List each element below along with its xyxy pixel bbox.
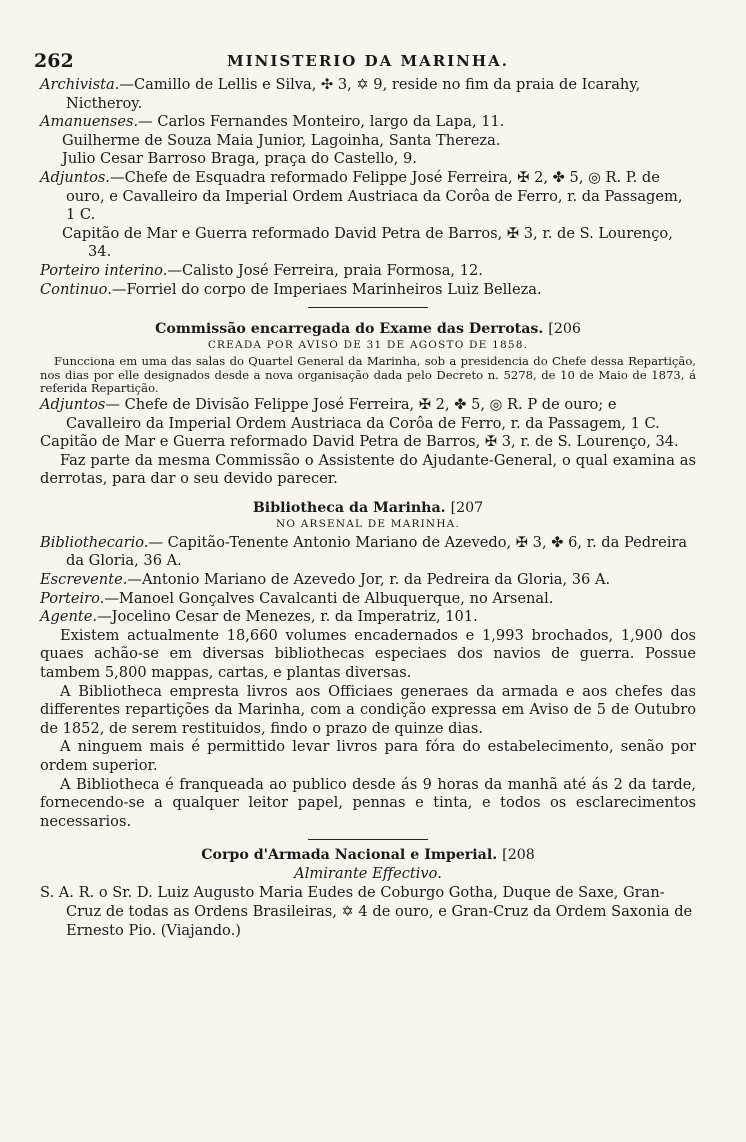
comissao-created: CREADA POR AVISO DE 31 DE AGOSTO DE 1858. xyxy=(207,339,529,352)
comissao-number: [206 xyxy=(548,321,581,338)
comissao-note: Faz parte da mesma Commissão o Assistente do Ajudante-General, o qual examina as derrotas, para dar o seu devido parecer. xyxy=(40,451,696,488)
entry-amanuense-2: Guilherme de Souza Maia Junior, Lagoinha, Santa Thereza. xyxy=(62,131,501,149)
section-title-bibliotheca xyxy=(40,499,696,517)
comissao-label-adjuntos: Adjuntos xyxy=(40,395,106,413)
running-header xyxy=(34,50,696,76)
label-porteiro-interino: Porteiro interino. xyxy=(40,261,168,279)
text-adjuntos: —Chefe de Esquadra reformado Felippe José Ferreira, ✠ 2, ✤ 5, ◎ R. P. de ouro, e Cavalleiro da Imperial Ordem Austriaca da Corôa de Ferro, r. da Passagem, 1 C. xyxy=(66,168,683,224)
page-number: 262 xyxy=(34,50,74,72)
corpo-number: [208 xyxy=(502,847,535,864)
entry-amanuenses xyxy=(40,113,696,132)
bibliotheca-paragraph-1: Existem actualmente 18,660 volumes encadernados e 1,993 brochados, 1,900 dos quaes achão-se em diversas bibliothecas especiaes dos navios de guerra. Possue tambem 5,800 mappas, cartas, e plantas diversas. xyxy=(40,626,696,682)
entry-adjuntos xyxy=(40,169,696,225)
bibliotheca-paragraph-2: A Bibliotheca empresta livros aos Officiaes generaes da armada e aos chefes das differentes repartições da Marinha, com a condição expressa em Aviso de 5 de Outubro de 1852, de serem restituidos, findo o prazo de quinze dias. xyxy=(40,682,696,737)
entry-adjunto-2: Capitão de Mar e Guerra reformado David Petra de Barros, ✠ 3, r. de S. Lourenço, 34. xyxy=(62,224,673,261)
text-porteiro-interino: —Calisto José Ferreira, praia Formosa, 12. xyxy=(167,261,483,279)
corpo-subtitle: Almirante Effectivo. xyxy=(294,865,442,883)
label-agente: Agente. xyxy=(40,608,98,626)
text-agente: —Jocelino Cesar de Menezes, r. da Imperatriz, 101. xyxy=(97,608,478,626)
running-title: MINISTERIO DA MARINHA. xyxy=(227,52,509,70)
comissao-title: Commissão encarregada do Exame das Derrotas. xyxy=(155,321,544,338)
text-archivista: —Camillo de Lellis e Silva, ✣ 3, ✡ 9, reside no fim da praia de Icarahy, Nictheroy. xyxy=(66,76,641,112)
comissao-entry-adjunto-2: Capitão de Mar e Guerra reformado David Petra de Barros, ✠ 3, r. de S. Lourenço, 34. xyxy=(40,433,679,451)
section-title-corpo xyxy=(40,846,696,864)
comissao-entry-adjuntos xyxy=(40,396,696,433)
entry-archivista xyxy=(40,76,696,113)
bibliotheca-paragraph-3: A ninguem mais é permittido levar livros para fóra do estabelecimento, senão por ordem superior. xyxy=(40,738,696,774)
bibliotheca-paragraph-4: A Bibliotheca é franqueada ao publico desde ás 9 horas da manhã até ás 2 da tarde, fornecendo-se a qualquer leitor papel, pennas e tinta, e todos os esclarecimentos necessarios. xyxy=(40,775,696,830)
comissao-description: Funcciona em uma das salas do Quartel General da Marinha, sob a presidencia do Chefe dessa Repartição, nos dias por elle designados desde a nova organisação dada pelo Decreto n. 5278, de 10 de Maio de 1873, á referida Repartição. xyxy=(40,354,696,396)
label-amanuenses: Amanuenses. xyxy=(40,113,139,131)
entry-escrevente xyxy=(40,571,696,590)
entry-agente xyxy=(40,608,696,627)
label-archivista: Archivista. xyxy=(40,76,120,93)
text-bibliothecario: — Capitão-Tenente Antonio Mariano de Azevedo, ✠ 3, ✤ 6, r. da Pedreira da Gloria, 36 A. xyxy=(66,533,688,570)
label-porteiro: Porteiro. xyxy=(40,589,105,607)
label-adjuntos: Adjuntos. xyxy=(40,168,110,186)
text-continuo: —Forriel do corpo de Imperiaes Marinheiros Luiz Belleza. xyxy=(111,280,542,298)
section-divider xyxy=(308,839,428,840)
comissao-text-adjuntos: — Chefe de Divisão Felippe José Ferreira, ✠ 2, ✤ 5, ◎ R. P de ouro; e Cavalleiro da Imperial Ordem Austriaca da Corôa de Ferro, r. da Passagem, 1 C. xyxy=(66,395,660,432)
bibliotheca-location: NO ARSENAL DE MARINHA. xyxy=(275,517,461,530)
bibliotheca-title: Bibliotheca da Marinha. xyxy=(252,499,446,516)
label-escrevente: Escrevente. xyxy=(40,571,128,589)
section-divider xyxy=(308,307,428,308)
entry-continuo xyxy=(40,281,696,300)
corpo-entry: S. A. R. o Sr. D. Luiz Augusto Maria Eudes de Coburgo Gotha, Duque de Saxe, Gran-Cruz de todas as Ordens Brasileiras, ✡ 4 de ouro, e Gran-Cruz da Ordem Saxonia de Ernesto Pio. (Viajando.) xyxy=(40,884,693,939)
entry-bibliothecario xyxy=(40,534,696,571)
document-page xyxy=(34,50,696,940)
text-escrevente: —Antonio Mariano de Azevedo Jor, r. da Pedreira da Gloria, 36 A. xyxy=(127,571,611,589)
entry-porteiro xyxy=(40,590,696,609)
text-amanuenses: — Carlos Fernandes Monteiro, largo da Lapa, 11. xyxy=(138,113,505,131)
label-continuo: Continuo. xyxy=(40,280,112,298)
text-porteiro: —Manoel Gonçalves Cavalcanti de Albuquerque, no Arsenal. xyxy=(104,589,554,607)
section-title-comissao xyxy=(40,320,696,338)
entry-porteiro-interino xyxy=(40,262,696,281)
label-bibliothecario: Bibliothecario. xyxy=(40,533,149,551)
corpo-title: Corpo d'Armada Nacional e Imperial. xyxy=(201,847,498,864)
bibliotheca-number: [207 xyxy=(450,499,484,516)
entry-amanuense-3: Julio Cesar Barroso Braga, praça do Castello, 9. xyxy=(62,150,417,168)
